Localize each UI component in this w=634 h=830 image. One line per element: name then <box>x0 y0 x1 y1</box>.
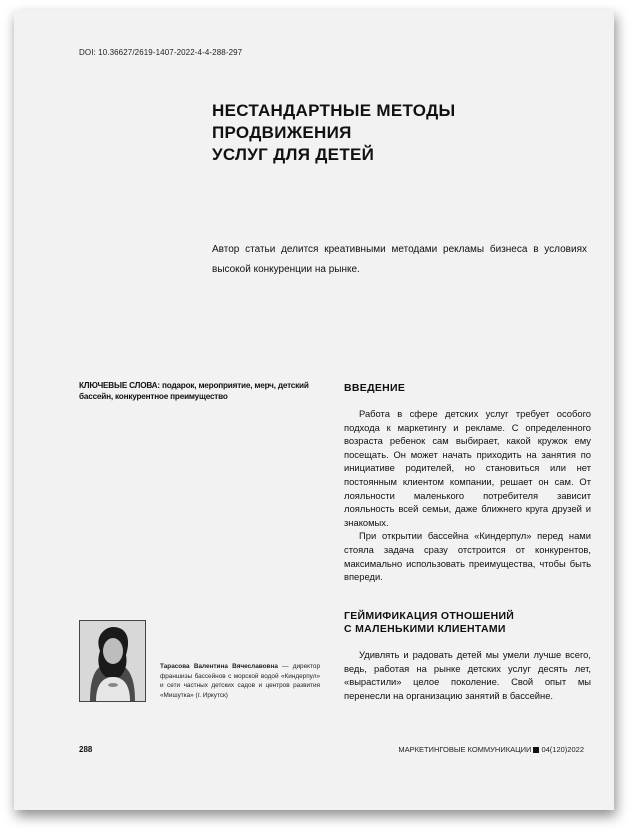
issue-number: 04(120)2022 <box>541 745 584 754</box>
abstract: Автор статьи делится креативными методами рекламы бизнеса в условиях высокой конкуренции на рынке. <box>212 244 587 275</box>
author-photo <box>79 620 146 702</box>
portrait-image <box>80 621 145 701</box>
section-heading-gamification <box>344 610 594 636</box>
section-body-gamification <box>344 648 591 702</box>
keywords-label: КЛЮЧЕВЫЕ СЛОВА: <box>79 381 160 390</box>
author-description: — директор франшизы бассейнов с морской водой «Киндерпул» и сети частных детских садов и центров развития «Мишутка» (г. Иркутск) <box>160 663 321 699</box>
journal-footer <box>398 745 584 754</box>
heading-line-2: С МАЛЕНЬКИМИ КЛИЕНТАМИ <box>344 623 506 635</box>
title-line-1: НЕСТАНДАРТНЫЕ МЕТОДЫ ПРОДВИЖЕНИЯ <box>212 101 456 142</box>
article-title <box>212 100 592 166</box>
square-separator-icon <box>533 747 539 753</box>
paragraph: Удивлять и радовать детей мы умели лучше всего, ведь, работая на рынке детских услуг десять лет, «вырастили» целое поколение. Свой опыт мы перенесли на организацию занятий в бассейне. <box>344 649 591 701</box>
keywords <box>79 380 314 402</box>
title-line-2: УСЛУГ ДЛЯ ДЕТЕЙ <box>212 145 375 164</box>
paragraph: При открытии бассейна «Киндерпул» перед нами стояла задача сразу отстроится от конкурентов, максимально использовать преимущества, чтобы быть впереди. <box>344 530 591 583</box>
journal-name: МАРКЕТИНГОВЫЕ КОММУНИКАЦИИ <box>398 745 532 754</box>
paragraph: Работа в сфере детских услуг требует особого подхода к маркетингу и рекламе. С определенного возраста ребенок сам выбирает, какой кружок ему посещать. Он может начать приходить на занятия по инициативе родителей, но становиться или нет постоянным клиентом компании, решает он сам. От лояльности маленького потребителя зависит лояльность всей семьи, даже ближнего круга друзей и знакомых. <box>344 408 591 528</box>
section-heading-intro: ВВЕДЕНИЕ <box>344 382 406 394</box>
journal-page <box>14 10 614 810</box>
page-number: 288 <box>79 745 93 754</box>
author-name: Тарасова Валентина Вячеславовна <box>160 663 278 670</box>
heading-line-1: ГЕЙМИФИКАЦИЯ ОТНОШЕНИЙ <box>344 610 515 622</box>
author-bio <box>160 662 320 700</box>
keywords-text: подарок, мероприятие, мерч, детский бассейн, конкурентное преимущество <box>79 381 309 401</box>
doi-label: DOI: 10.36627/2619-1407-2022-4-4-288-297 <box>79 48 243 57</box>
section-body-intro <box>344 407 591 584</box>
